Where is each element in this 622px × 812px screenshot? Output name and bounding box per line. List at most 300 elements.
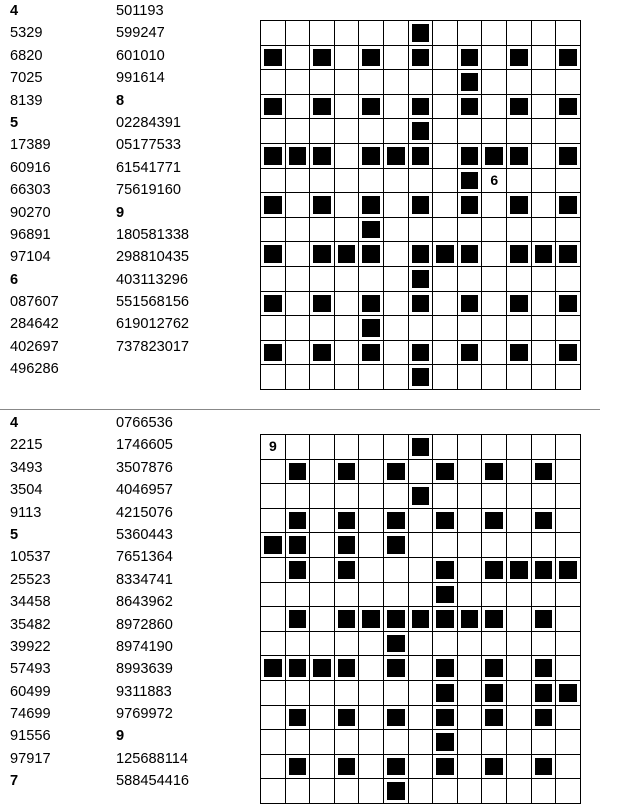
grid-cell[interactable]	[556, 779, 581, 804]
grid-cell[interactable]	[482, 169, 507, 194]
grid-cell[interactable]	[507, 632, 532, 657]
grid-cell[interactable]	[532, 365, 557, 390]
grid-cell[interactable]	[532, 119, 557, 144]
grid-cell[interactable]	[433, 365, 458, 390]
grid-cell[interactable]	[359, 730, 384, 755]
grid-cell[interactable]	[532, 484, 557, 509]
grid-cell[interactable]	[409, 509, 434, 534]
grid-cell[interactable]	[359, 509, 384, 534]
grid-cell[interactable]	[261, 706, 286, 731]
grid-cell[interactable]	[556, 632, 581, 657]
grid-cell[interactable]	[556, 607, 581, 632]
grid-cell[interactable]	[359, 169, 384, 194]
black-cell	[433, 681, 458, 706]
grid-cell[interactable]	[482, 193, 507, 218]
grid-cell[interactable]	[286, 292, 311, 317]
grid-cell[interactable]	[286, 193, 311, 218]
grid-cell[interactable]	[532, 267, 557, 292]
grid-cell[interactable]	[482, 533, 507, 558]
grid-cell[interactable]	[556, 533, 581, 558]
grid-cell[interactable]	[310, 632, 335, 657]
grid-cell[interactable]	[482, 267, 507, 292]
grid-cell[interactable]	[261, 484, 286, 509]
grid-cell[interactable]	[556, 316, 581, 341]
grid-cell[interactable]	[335, 21, 360, 46]
grid-cell[interactable]	[507, 509, 532, 534]
grid-cell[interactable]	[286, 46, 311, 71]
grid-cell[interactable]	[286, 779, 311, 804]
grid-cell[interactable]	[556, 730, 581, 755]
grid-cell[interactable]	[310, 267, 335, 292]
grid-cell[interactable]	[532, 583, 557, 608]
grid-cell[interactable]	[384, 316, 409, 341]
grid-cell[interactable]	[286, 70, 311, 95]
grid-cell[interactable]	[310, 119, 335, 144]
grid-cell[interactable]	[384, 193, 409, 218]
grid-cell[interactable]	[384, 365, 409, 390]
grid-cell[interactable]	[335, 218, 360, 243]
grid-cell[interactable]	[556, 755, 581, 780]
word-list-entry: 96891	[10, 226, 51, 243]
grid-cell[interactable]	[359, 267, 384, 292]
grid-cell[interactable]	[384, 681, 409, 706]
grid-cell[interactable]	[458, 681, 483, 706]
grid-cell[interactable]	[433, 632, 458, 657]
grid-cell[interactable]	[556, 365, 581, 390]
black-cell	[532, 242, 557, 267]
grid-cell[interactable]	[286, 583, 311, 608]
grid-cell[interactable]	[532, 292, 557, 317]
grid-cell[interactable]	[310, 583, 335, 608]
grid-cell[interactable]	[261, 632, 286, 657]
grid-cell[interactable]	[458, 218, 483, 243]
grid-cell[interactable]	[409, 706, 434, 731]
grid-cell[interactable]	[335, 169, 360, 194]
grid-cell[interactable]	[310, 730, 335, 755]
grid-cell[interactable]	[335, 484, 360, 509]
word-list-entry: 60499	[10, 683, 51, 700]
black-cell	[482, 607, 507, 632]
grid-cell[interactable]	[409, 460, 434, 485]
grid-cell[interactable]	[458, 21, 483, 46]
grid-cell[interactable]	[507, 70, 532, 95]
black-cell	[482, 656, 507, 681]
grid-cell[interactable]	[359, 21, 384, 46]
grid-cell[interactable]	[310, 365, 335, 390]
grid-cell[interactable]	[433, 533, 458, 558]
grid-cell[interactable]	[507, 730, 532, 755]
grid-cell[interactable]	[261, 267, 286, 292]
grid-cell[interactable]	[507, 607, 532, 632]
grid-cell[interactable]	[532, 144, 557, 169]
grid-cell[interactable]	[482, 95, 507, 120]
grid-cell[interactable]	[507, 583, 532, 608]
black-cell	[532, 656, 557, 681]
grid-cell[interactable]	[409, 558, 434, 583]
grid-cell[interactable]	[458, 730, 483, 755]
grid-cell[interactable]	[532, 632, 557, 657]
grid-cell[interactable]	[335, 779, 360, 804]
black-cell	[310, 341, 335, 366]
grid-cell[interactable]	[556, 706, 581, 731]
grid-cell[interactable]	[507, 365, 532, 390]
grid-cell[interactable]	[507, 267, 532, 292]
grid-cell[interactable]	[458, 632, 483, 657]
grid-cell[interactable]	[261, 21, 286, 46]
grid-cell[interactable]	[433, 292, 458, 317]
grid-cell[interactable]	[261, 365, 286, 390]
grid-cell[interactable]	[507, 316, 532, 341]
grid-cell[interactable]	[310, 533, 335, 558]
grid-cell[interactable]	[335, 365, 360, 390]
grid-cell[interactable]	[286, 119, 311, 144]
grid-cell[interactable]	[556, 70, 581, 95]
grid-cell[interactable]	[286, 681, 311, 706]
grid-cell[interactable]	[556, 509, 581, 534]
word-list-entry: 599247	[116, 25, 165, 42]
grid-cell[interactable]	[286, 21, 311, 46]
grid-cell[interactable]	[507, 533, 532, 558]
grid-cell[interactable]	[384, 46, 409, 71]
grid-cell[interactable]	[532, 193, 557, 218]
grid-cell[interactable]	[532, 730, 557, 755]
grid-cell[interactable]	[310, 316, 335, 341]
grid-cell[interactable]	[384, 730, 409, 755]
grid-cell[interactable]	[556, 21, 581, 46]
grid-cell[interactable]	[261, 558, 286, 583]
grid-cell[interactable]	[458, 583, 483, 608]
grid-cell[interactable]	[286, 484, 311, 509]
grid-cell[interactable]	[458, 365, 483, 390]
grid-cell[interactable]	[507, 169, 532, 194]
grid-cell[interactable]	[409, 70, 434, 95]
grid-cell[interactable]	[556, 218, 581, 243]
grid-cell[interactable]	[482, 21, 507, 46]
grid-cell[interactable]	[458, 706, 483, 731]
word-list-entry: 601010	[116, 47, 165, 64]
grid-cell[interactable]	[310, 779, 335, 804]
grid-cell[interactable]	[482, 242, 507, 267]
grid-cell[interactable]	[433, 435, 458, 460]
grid-cell[interactable]	[532, 21, 557, 46]
grid-cell[interactable]	[261, 435, 286, 460]
grid-cell[interactable]	[532, 95, 557, 120]
grid-cell[interactable]	[310, 509, 335, 534]
grid-cell[interactable]	[482, 46, 507, 71]
grid-cell[interactable]	[335, 341, 360, 366]
grid-cell[interactable]	[482, 218, 507, 243]
black-cell	[335, 242, 360, 267]
grid-cell[interactable]	[335, 730, 360, 755]
grid-cell[interactable]	[359, 119, 384, 144]
black-cell	[335, 607, 360, 632]
grid-cell[interactable]	[384, 169, 409, 194]
black-cell	[310, 144, 335, 169]
grid-cell[interactable]	[286, 632, 311, 657]
grid-cell[interactable]	[532, 341, 557, 366]
grid-cell[interactable]	[310, 681, 335, 706]
grid-cell[interactable]	[359, 681, 384, 706]
grid-cell[interactable]	[384, 484, 409, 509]
grid-cell[interactable]	[458, 755, 483, 780]
grid-cell[interactable]	[433, 484, 458, 509]
grid-cell[interactable]	[556, 119, 581, 144]
grid-cell[interactable]	[433, 21, 458, 46]
grid-cell[interactable]	[433, 218, 458, 243]
grid-cell[interactable]	[335, 46, 360, 71]
black-cell	[507, 242, 532, 267]
grid-cell[interactable]	[261, 119, 286, 144]
grid-cell[interactable]	[482, 484, 507, 509]
grid-cell[interactable]	[532, 533, 557, 558]
grid-cell[interactable]	[433, 95, 458, 120]
grid-cell[interactable]	[335, 583, 360, 608]
grid-cell[interactable]	[507, 656, 532, 681]
grid-cell[interactable]	[310, 460, 335, 485]
grid-cell[interactable]	[507, 681, 532, 706]
grid-cell[interactable]	[261, 607, 286, 632]
word-length-header: 4	[10, 3, 19, 19]
grid-cell[interactable]	[482, 341, 507, 366]
grid-cell[interactable]	[310, 70, 335, 95]
grid-cell[interactable]	[335, 267, 360, 292]
grid-cell[interactable]	[433, 316, 458, 341]
grid-cell[interactable]	[261, 779, 286, 804]
grid-cell[interactable]	[458, 509, 483, 534]
grid-cell[interactable]	[507, 460, 532, 485]
grid-cell[interactable]	[556, 460, 581, 485]
black-cell	[384, 533, 409, 558]
grid-cell[interactable]	[482, 435, 507, 460]
grid-cell[interactable]	[433, 46, 458, 71]
grid-cell[interactable]	[359, 435, 384, 460]
word-list-entry: 39922	[10, 638, 51, 655]
word-list-entry: 3507876	[116, 459, 173, 476]
black-cell	[409, 435, 434, 460]
grid-cell[interactable]	[261, 583, 286, 608]
grid-cell[interactable]	[310, 169, 335, 194]
grid-cell[interactable]	[507, 779, 532, 804]
grid-cell[interactable]	[359, 755, 384, 780]
black-cell	[433, 730, 458, 755]
grid-cell[interactable]	[458, 558, 483, 583]
grid-cell[interactable]	[335, 632, 360, 657]
grid-cell[interactable]	[384, 435, 409, 460]
grid-cell[interactable]	[261, 218, 286, 243]
grid-cell[interactable]	[409, 316, 434, 341]
grid-cell[interactable]	[409, 583, 434, 608]
grid-cell[interactable]	[359, 706, 384, 731]
grid-cell[interactable]	[482, 632, 507, 657]
black-cell	[261, 292, 286, 317]
grid-cell[interactable]	[286, 316, 311, 341]
grid-cell[interactable]	[384, 21, 409, 46]
grid-cell[interactable]	[482, 365, 507, 390]
grid-cell[interactable]	[335, 144, 360, 169]
grid-cell[interactable]	[532, 46, 557, 71]
grid-cell[interactable]	[261, 316, 286, 341]
grid-cell[interactable]	[409, 730, 434, 755]
grid-cell[interactable]	[261, 755, 286, 780]
grid-cell[interactable]	[286, 218, 311, 243]
grid-cell[interactable]	[335, 316, 360, 341]
grid-cell[interactable]	[310, 706, 335, 731]
grid-cell[interactable]	[359, 558, 384, 583]
grid-cell[interactable]	[507, 706, 532, 731]
grid-cell[interactable]	[310, 218, 335, 243]
grid-cell[interactable]	[409, 656, 434, 681]
grid-cell[interactable]	[409, 632, 434, 657]
word-list-entry: 284642	[10, 316, 59, 333]
grid-cell[interactable]	[359, 460, 384, 485]
grid-cell[interactable]	[359, 632, 384, 657]
grid-cell[interactable]	[335, 292, 360, 317]
grid-cell[interactable]	[532, 218, 557, 243]
grid-cell[interactable]	[482, 70, 507, 95]
grid-cell[interactable]	[261, 509, 286, 534]
grid-cell[interactable]	[507, 218, 532, 243]
grid-cell[interactable]	[359, 70, 384, 95]
grid-cell[interactable]	[507, 119, 532, 144]
grid-cell[interactable]	[261, 460, 286, 485]
black-cell	[556, 242, 581, 267]
grid-cell[interactable]	[384, 558, 409, 583]
grid-cell[interactable]	[286, 341, 311, 366]
grid-cell[interactable]	[507, 484, 532, 509]
grid-cell[interactable]	[433, 169, 458, 194]
grid-cell[interactable]	[286, 730, 311, 755]
grid-cell[interactable]	[359, 484, 384, 509]
grid-cell[interactable]	[384, 218, 409, 243]
grid-cell[interactable]	[359, 533, 384, 558]
grid-cell[interactable]	[384, 267, 409, 292]
grid-cell[interactable]	[384, 242, 409, 267]
grid-cell[interactable]	[310, 435, 335, 460]
grid-cell[interactable]	[335, 681, 360, 706]
grid-cell[interactable]	[532, 779, 557, 804]
grid-cell[interactable]	[384, 95, 409, 120]
grid-cell[interactable]	[458, 435, 483, 460]
black-cell	[286, 533, 311, 558]
grid-cell[interactable]	[286, 95, 311, 120]
grid-cell[interactable]	[335, 193, 360, 218]
grid-cell[interactable]	[261, 681, 286, 706]
grid-cell[interactable]	[433, 144, 458, 169]
grid-cell[interactable]	[433, 267, 458, 292]
grid-cell[interactable]	[458, 119, 483, 144]
black-cell	[507, 46, 532, 71]
grid-cell[interactable]	[556, 169, 581, 194]
grid-cell[interactable]	[335, 435, 360, 460]
word-list-entry: 402697	[10, 338, 59, 355]
grid-cell[interactable]	[335, 119, 360, 144]
grid-cell[interactable]	[482, 292, 507, 317]
black-cell	[359, 46, 384, 71]
grid-cell[interactable]	[458, 779, 483, 804]
grid-cell[interactable]	[286, 242, 311, 267]
grid-cell[interactable]	[335, 95, 360, 120]
word-list-entry: 3504	[10, 482, 43, 499]
grid-cell[interactable]	[409, 779, 434, 804]
black-cell	[458, 607, 483, 632]
grid-cell[interactable]	[482, 119, 507, 144]
grid-cell[interactable]	[359, 365, 384, 390]
grid-cell[interactable]	[384, 583, 409, 608]
grid-cell[interactable]	[433, 193, 458, 218]
grid-cell[interactable]	[310, 484, 335, 509]
grid-cell[interactable]	[409, 533, 434, 558]
grid-cell[interactable]	[359, 656, 384, 681]
grid-cell[interactable]	[433, 119, 458, 144]
grid-cell[interactable]	[384, 119, 409, 144]
grid-cell[interactable]	[286, 267, 311, 292]
grid-cell[interactable]	[482, 583, 507, 608]
grid-cell[interactable]	[458, 656, 483, 681]
grid-cell[interactable]	[507, 755, 532, 780]
grid-cell[interactable]	[359, 583, 384, 608]
grid-cell[interactable]	[458, 460, 483, 485]
black-cell	[384, 779, 409, 804]
grid-cell[interactable]	[507, 435, 532, 460]
grid-cell[interactable]	[507, 21, 532, 46]
grid-cell[interactable]	[359, 779, 384, 804]
grid-cell[interactable]	[482, 730, 507, 755]
grid-cell[interactable]	[335, 70, 360, 95]
black-cell	[335, 533, 360, 558]
grid-cell[interactable]	[458, 533, 483, 558]
grid-cell[interactable]	[409, 755, 434, 780]
grid-cell[interactable]	[556, 656, 581, 681]
grid-cell[interactable]	[384, 70, 409, 95]
grid-cell[interactable]	[482, 316, 507, 341]
grid-cell[interactable]	[433, 70, 458, 95]
grid-cell[interactable]	[310, 755, 335, 780]
grid-cell[interactable]	[409, 681, 434, 706]
grid-cell[interactable]	[556, 583, 581, 608]
grid-cell[interactable]	[384, 292, 409, 317]
grid-cell[interactable]	[261, 169, 286, 194]
grid-cell[interactable]	[556, 267, 581, 292]
grid-cell[interactable]	[409, 169, 434, 194]
grid-cell[interactable]	[310, 607, 335, 632]
black-cell	[261, 242, 286, 267]
grid-cell[interactable]	[458, 267, 483, 292]
grid-cell[interactable]	[532, 435, 557, 460]
grid-cell[interactable]	[532, 169, 557, 194]
grid-cell[interactable]	[261, 730, 286, 755]
grid-cell[interactable]	[458, 316, 483, 341]
grid-cell[interactable]	[286, 169, 311, 194]
grid-cell[interactable]	[556, 484, 581, 509]
grid-cell[interactable]	[482, 779, 507, 804]
grid-cell[interactable]	[532, 70, 557, 95]
grid-cell[interactable]	[310, 21, 335, 46]
grid-cell[interactable]	[261, 70, 286, 95]
grid-cell[interactable]	[286, 435, 311, 460]
grid-cell[interactable]	[384, 341, 409, 366]
grid-cell[interactable]	[556, 435, 581, 460]
grid-cell[interactable]	[286, 365, 311, 390]
word-list-entry: 5360443	[116, 526, 173, 543]
grid-cell[interactable]	[532, 316, 557, 341]
grid-cell[interactable]	[458, 484, 483, 509]
crossword-grid[interactable]	[260, 434, 581, 804]
grid-cell[interactable]	[409, 218, 434, 243]
crossword-grid[interactable]	[260, 20, 581, 390]
grid-cell[interactable]	[310, 558, 335, 583]
grid-cell[interactable]	[433, 779, 458, 804]
grid-cell[interactable]	[433, 341, 458, 366]
